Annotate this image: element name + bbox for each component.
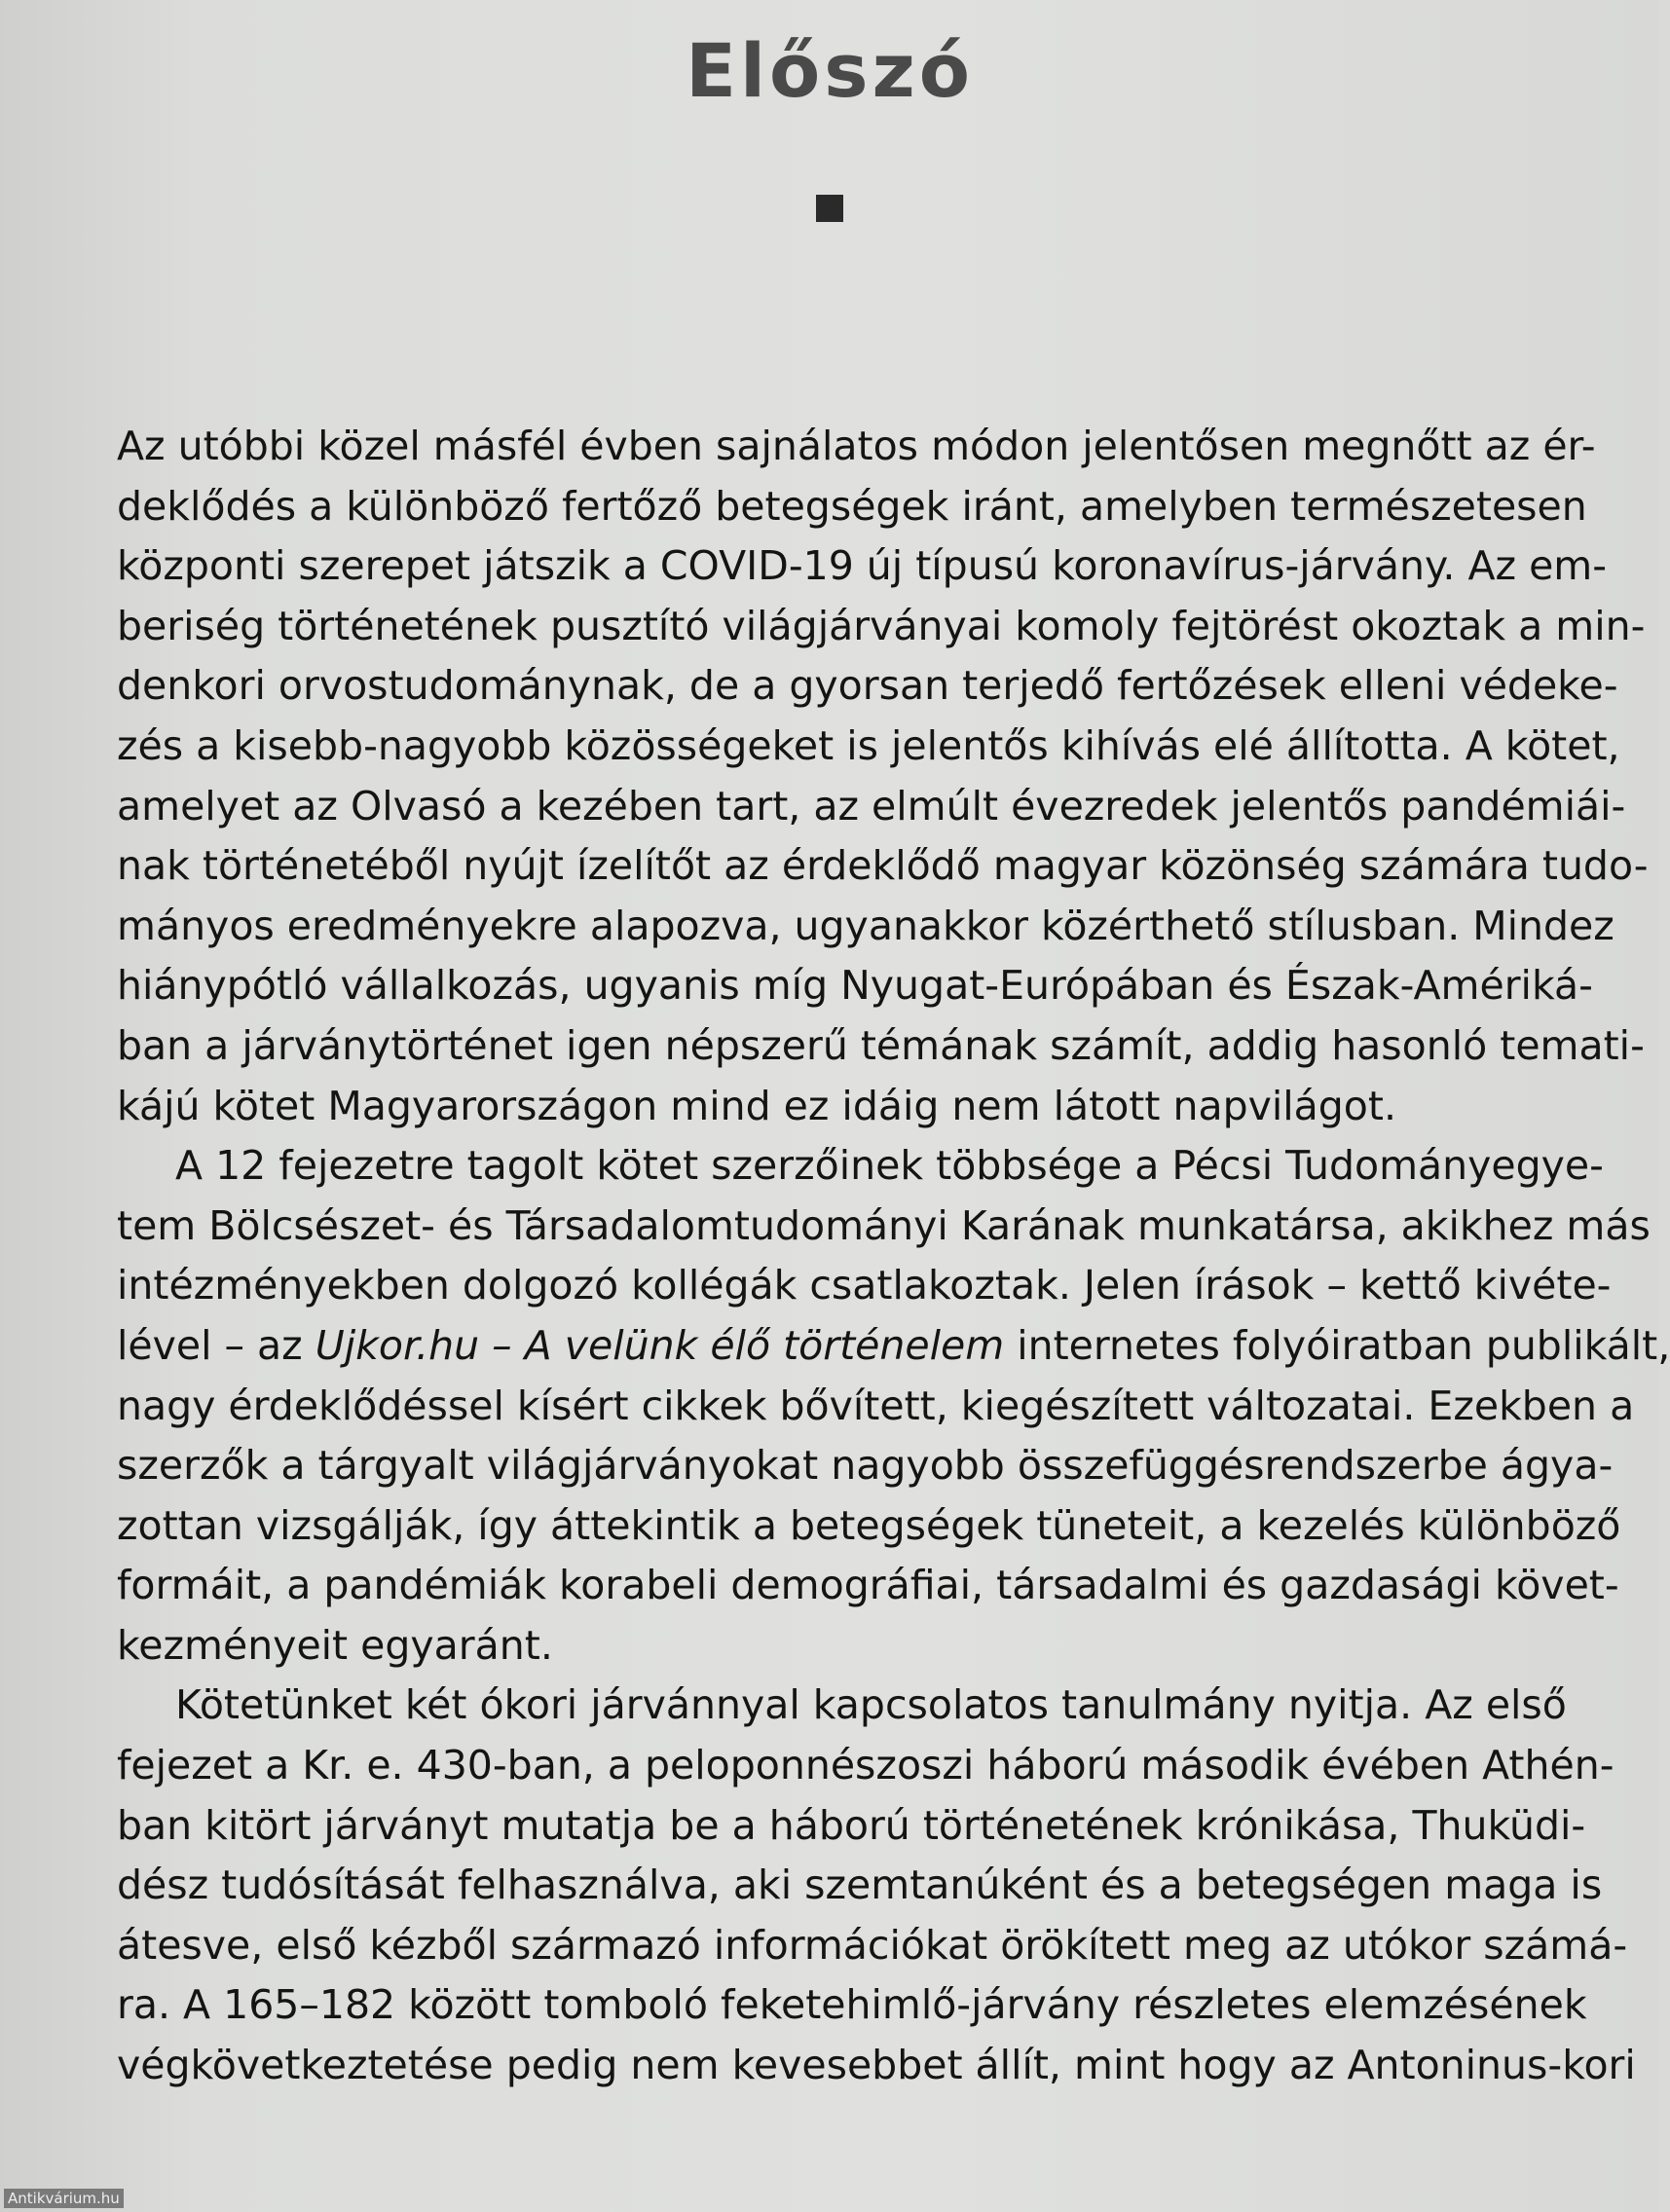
text-line: amelyet az Olvasó a kezében tart, az elmúlt évezredek jelentős pandémiái- <box>117 782 1626 830</box>
text-line: végkövetkeztetése pedig nem kevesebbet állít, mint hogy az Antoninus-kori <box>117 2042 1636 2089</box>
text-span: lével – az <box>117 1321 315 1369</box>
text-line: A 12 fejezetre tagolt kötet szerzőinek többsége a Pécsi Tudományegye- <box>175 1142 1604 1190</box>
text-line: Az utóbbi közel másfél évben sajnálatos módon jelentősen megnőtt az ér- <box>117 423 1596 469</box>
text-line: dész tudósítását felhasználva, aki szemtanúként és a betegségen maga is <box>117 1862 1603 1909</box>
text-span: internetes folyóiratban publikált, <box>1004 1321 1670 1369</box>
text-line: kájú kötet Magyarországon mind ez idáig nem látott napvilágot. <box>117 1082 1396 1129</box>
text-line: nak történetéből nyújt ízelítőt az érdeklődő magyar közönség számára tudo- <box>117 842 1649 890</box>
text-line: intézményekben dolgozó kollégák csatlakoztak. Jelen írások – kettő kivéte- <box>117 1262 1612 1309</box>
text-line: denkori orvostudománynak, de a gyorsan terjedő fertőzések elleni védeke- <box>117 662 1618 710</box>
text-line: kezményeit egyaránt. <box>117 1621 553 1669</box>
text-line: formáit, a pandémiák korabeli demográfiai, társadalmi és gazdasági követ- <box>117 1562 1619 1609</box>
journal-title: Ujkor.hu – A velünk élő történelem <box>315 1321 1005 1369</box>
text-line: mányos eredményekre alapozva, ugyanakkor közérthető stílusban. Mindez <box>117 902 1614 949</box>
ornament-square <box>816 195 843 222</box>
body-text <box>117 417 1670 2096</box>
paragraph-1 <box>117 417 1649 1136</box>
text-line: zés a kisebb-nagyobb közösségeket is jelentős kihívás elé állította. A kötet, <box>117 721 1620 769</box>
text-line: deklődés a különböző fertőző betegségek iránt, amelyben természetesen <box>117 482 1587 530</box>
text-line: ra. A 165–182 között tomboló feketehimlő-járvány részletes elemzésének <box>117 1981 1587 2029</box>
text-line: Kötetünket két ókori járvánnyal kapcsolatos tanulmány nyitja. Az első <box>175 1681 1567 1729</box>
watermark: Antikvárium.hu <box>4 2189 124 2208</box>
text-line: beriség történetének pusztító világjárványai komoly fejtörést okoztak a min- <box>117 602 1646 649</box>
text-line: nagy érdeklődéssel kísért cikkek bővített, kiegészített változatai. Ezekben a <box>117 1382 1635 1429</box>
text-line: szerzők a tárgyalt világjárványokat nagyobb összefüggésrendszerbe ágya- <box>117 1442 1614 1490</box>
text-line: zottan vizsgálják, így áttekintik a betegségek tüneteit, a kezelés különböző <box>117 1501 1621 1549</box>
text-line: fejezet a Kr. e. 430-ban, a peloponnészoszi háború második évében Athén- <box>117 1742 1614 1789</box>
text-line: tem Bölcsészet- és Társadalomtudományi Karának munkatársa, akikhez más <box>117 1201 1651 1249</box>
text-line: ban a járványtörténet igen népszerű témának számít, addig hasonló temati- <box>117 1021 1645 1069</box>
text-line: hiánypótló vállalkozás, ugyanis míg Nyugat-Európában és Észak-Amériká- <box>117 962 1593 1010</box>
paragraph-2 <box>117 1136 1670 1676</box>
text-line: ban kitört járványt mutatja be a háború történetének krónikása, Thuküdi- <box>117 1801 1586 1849</box>
chapter-title: Előszó <box>686 27 974 114</box>
text-line: központi szerepet játszik a COVID-19 új típusú koronavírus-járvány. Az em- <box>117 542 1608 590</box>
text-line: átesve, első kézből származó információkat örökített meg az utókor számá- <box>117 1921 1628 1969</box>
text-line-with-italic <box>117 1316 1670 1377</box>
paragraph-3 <box>117 1676 1636 2095</box>
